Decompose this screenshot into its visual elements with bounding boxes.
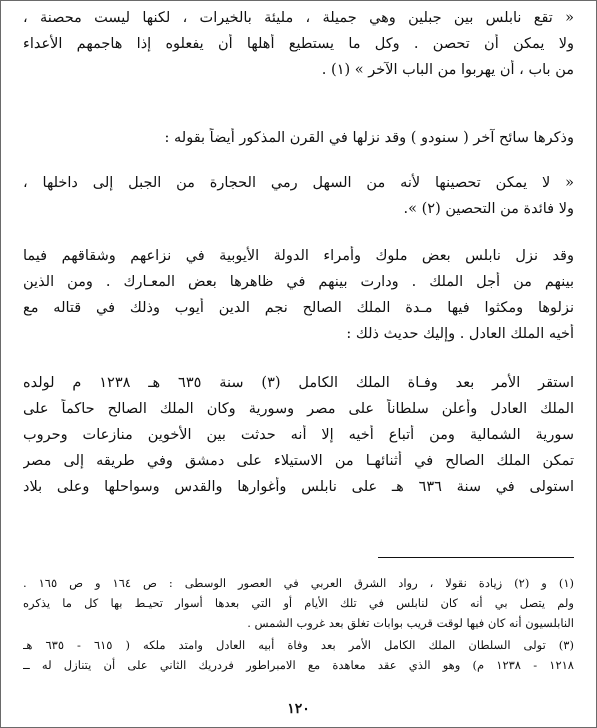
footnote-line: (٣) تولى السلطان الملك الكامل الأمر بعد وفاة أبيه العادل وامتد ملكه ( ٦١٥ - ٦٣٥ هـ (23, 638, 574, 652)
footnote-line: النابلسيون أنه كان فيها لوقت قريب بوابات تغلق بعد غروب الشمس . (247, 616, 574, 630)
body-line: أخيه الملك العادل . وإليك حديث ذلك : (346, 326, 574, 342)
body-line: نزلوها ومكثوا فيها مـدة الملك الصالح نجم الدين أيوب وذلك في قتاله مع (23, 300, 574, 316)
footnote-separator (378, 557, 574, 558)
page-number: ١٢٠ (287, 701, 310, 717)
body-line: « تقع نابلس بين جبلين وهي جميلة ، مليئة بالخيرات ، لكنها ليست محصنة ، (23, 10, 574, 26)
body-line: ولا يمكن أن تحصن . وكل ما يستطيع أهلها أن يفعلوه إذا هاجمهم الأعداء (23, 36, 574, 52)
body-line: وذكرها سائح آخر ( سنودو ) وقد نزلها في القرن المذكور أيضاً بقوله : (164, 130, 574, 146)
body-line: من باب ، أن يهربوا من الباب الآخر » (١) . (321, 62, 574, 78)
body-line: « لا يمكن تحصينها لأنه من السهل رمي الحجارة من الجبل إلى داخلها ، (23, 175, 574, 191)
body-line: بينهم من أجل الملك . ودارت بينهم في ظاهرها بعض المعـارك . ومن الذين (23, 274, 574, 290)
footnote-line: ١٢١٨ - ١٢٣٨ م) وهو الذي عقد معاهدة مع الامبراطور فردريك الثاني على أن يتنازل له ــ (23, 658, 574, 672)
body-line: الملك العادل وأعلن سلطاناً على مصر وسورية وكان الملك الصالح حاكماً على (23, 401, 574, 417)
body-line: استولى في سنة ٦٣٦ هـ على نابلس وأغوارها والقدس وسواحلها وعلى بلاد (23, 479, 574, 495)
body-line: استقر الأمر بعد وفـاة الملك الكامل (٣) سنة ٦٣٥ هـ ١٢٣٨ م لولده (23, 375, 574, 391)
body-line: سورية الشمالية ومن أتباع أخيه إلا أنه حدثت بين الأخوين منازعات وحروب (23, 427, 574, 443)
footnote-line: (١) و (٢) زيادة نقولا ، رواد الشرق العربي في العصور الوسطى : ص ١٦٤ و ص ١٦٥ . (23, 576, 574, 590)
footnote-line: ولم يتصل بي أنه كان لنابلس في تلك الأيام أو التي بعدها أسوار تحيـط بها كل ما يذكره (23, 596, 574, 610)
body-line: ولا فائدة من التحصين (٢) ». (403, 201, 574, 217)
body-line: وقد نزل نابلس بعض ملوك وأمراء الدولة الأيوبية في نزاعهم وشقاقهم فيما (23, 248, 574, 264)
body-line: تمكن الملك الصالح في أثنائهـا من الاستيلاء على دمشق وفي طريقه إلى مصر (23, 453, 574, 469)
